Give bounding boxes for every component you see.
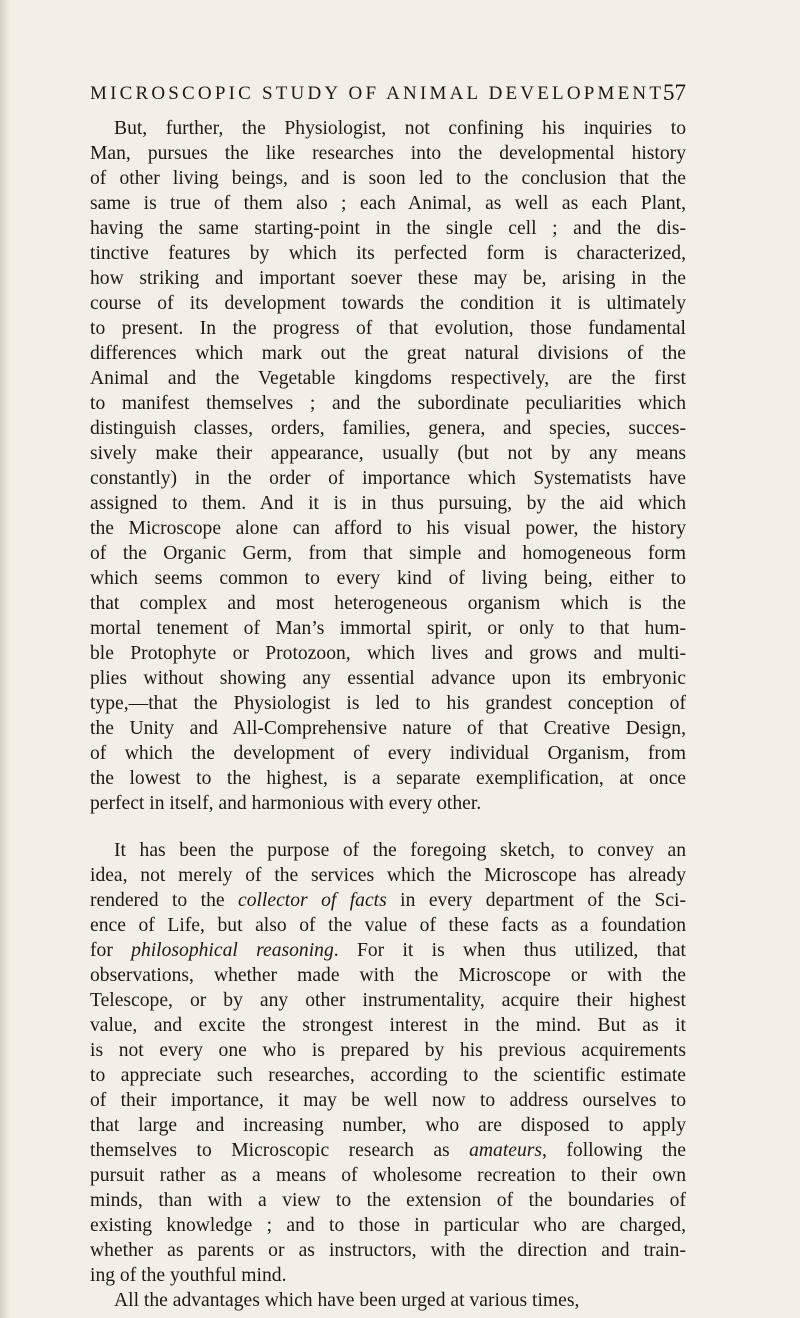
text-line: Man, pursues the like researches into the developmental history (90, 143, 686, 164)
italic-phrase: amateurs (469, 1140, 543, 1161)
text-line: course of its development towards the condition it is ultimately (90, 293, 686, 314)
text-line: same is true of them also ; each Animal, as well as each Plant, (90, 193, 686, 214)
text-line: of other living beings, and is soon led to the conclusion that the (90, 168, 686, 189)
text-line: the Microscope alone can afford to his visual power, the history (90, 518, 686, 539)
text-line: distinguish classes, orders, families, genera, and species, succes- (90, 418, 686, 439)
text-line: rendered to the collector of facts in every department of the Sci- (90, 890, 687, 911)
text-line: sively make their appearance, usually (but not by any means (90, 443, 686, 464)
text-line: tinctive features by which its perfected form is characterized, (90, 243, 686, 264)
text-line: value, and excite the strongest interest in the mind. But as it (90, 1015, 686, 1036)
text-line: But, further, the Physiologist, not confining his inquiries to (114, 118, 686, 139)
text-line: of the Organic Germ, from that simple and homogeneous form (90, 543, 686, 564)
text-line: minds, than with a view to the extension of the boundaries of (90, 1190, 686, 1211)
text-line: whether as parents or as instructors, with the direction and train- (90, 1240, 686, 1261)
text-line: pursuit rather as a means of wholesome recreation to their own (90, 1165, 686, 1186)
text-line: It has been the purpose of the foregoing sketch, to convey an (114, 840, 686, 861)
running-head (90, 80, 686, 113)
text-line: the Unity and All-Comprehensive nature of that Creative Design, (90, 718, 686, 739)
paragraph-2 (90, 838, 686, 1288)
text-line: to manifest themselves ; and the subordinate peculiarities which (90, 393, 686, 414)
running-title: MICROSCOPIC STUDY OF ANIMAL DEVELOPMENT. (90, 83, 671, 104)
body-text (90, 116, 686, 1313)
text-line: ence of Life, but also of the value of these facts as a foundation (90, 915, 686, 936)
paragraph-3 (90, 1288, 686, 1313)
text-line: observations, whether made with the Microscope or with the (90, 965, 686, 986)
text-line: All the advantages which have been urged at various times, (114, 1290, 580, 1311)
text-line: idea, not merely of the services which the Microscope has already (90, 865, 686, 886)
text-line: ble Protophyte or Protozoon, which lives and grows and multi- (90, 643, 686, 664)
paragraph-gap (90, 816, 686, 838)
text-line: to present. In the progress of that evolution, those fundamental (90, 318, 686, 339)
text-line: Animal and the Vegetable kingdoms respectively, are the first (90, 368, 686, 389)
text-line: type,—that the Physiologist is led to his grandest conception of (90, 693, 686, 714)
text-line: having the same starting-point in the single cell ; and the dis- (90, 218, 686, 239)
text-line: how striking and important soever these may be, arising in the (90, 268, 686, 289)
text-line: assigned to them. And it is in thus pursuing, by the aid which (90, 493, 686, 514)
text-line: which seems common to every kind of living being, either to (90, 568, 686, 589)
text-line: existing knowledge ; and to those in particular who are charged, (90, 1215, 686, 1236)
text-line: for philosophical reasoning. For it is when thus utilized, that (90, 940, 686, 961)
text-line: to appreciate such researches, according to the scientific estimate (90, 1065, 686, 1086)
text-line: differences which mark out the great natural divisions of the (90, 343, 686, 364)
text-line: perfect in itself, and harmonious with every other. (90, 793, 482, 814)
paragraph-1 (90, 116, 686, 816)
text-line: constantly) in the order of importance which Systematists have (90, 468, 686, 489)
page-number: 57 (663, 80, 686, 105)
text-line: that large and increasing number, who are disposed to apply (90, 1115, 686, 1136)
text-line: themselves to Microscopic research as amateurs, following the (90, 1140, 686, 1161)
text-line: of their importance, it may be well now to address ourselves to (90, 1090, 686, 1111)
text-line: is not every one who is prepared by his previous acquirements (90, 1040, 686, 1061)
italic-phrase: philosophical reasoning (131, 940, 334, 961)
page-edge-shadow (0, 0, 10, 1318)
text-line: the lowest to the highest, is a separate exemplification, at once (90, 768, 686, 789)
text-line: of which the development of every individual Organism, from (90, 743, 686, 764)
text-line: that complex and most heterogeneous organism which is the (90, 593, 686, 614)
text-line: plies without showing any essential advance upon its embryonic (90, 668, 686, 689)
text-line: ing of the youthful mind. (90, 1265, 287, 1286)
italic-phrase: collector of facts (238, 890, 387, 911)
text-line: Telescope, or by any other instrumentality, acquire their highest (90, 990, 686, 1011)
text-line: mortal tenement of Man’s immortal spirit, or only to that hum- (90, 618, 686, 639)
